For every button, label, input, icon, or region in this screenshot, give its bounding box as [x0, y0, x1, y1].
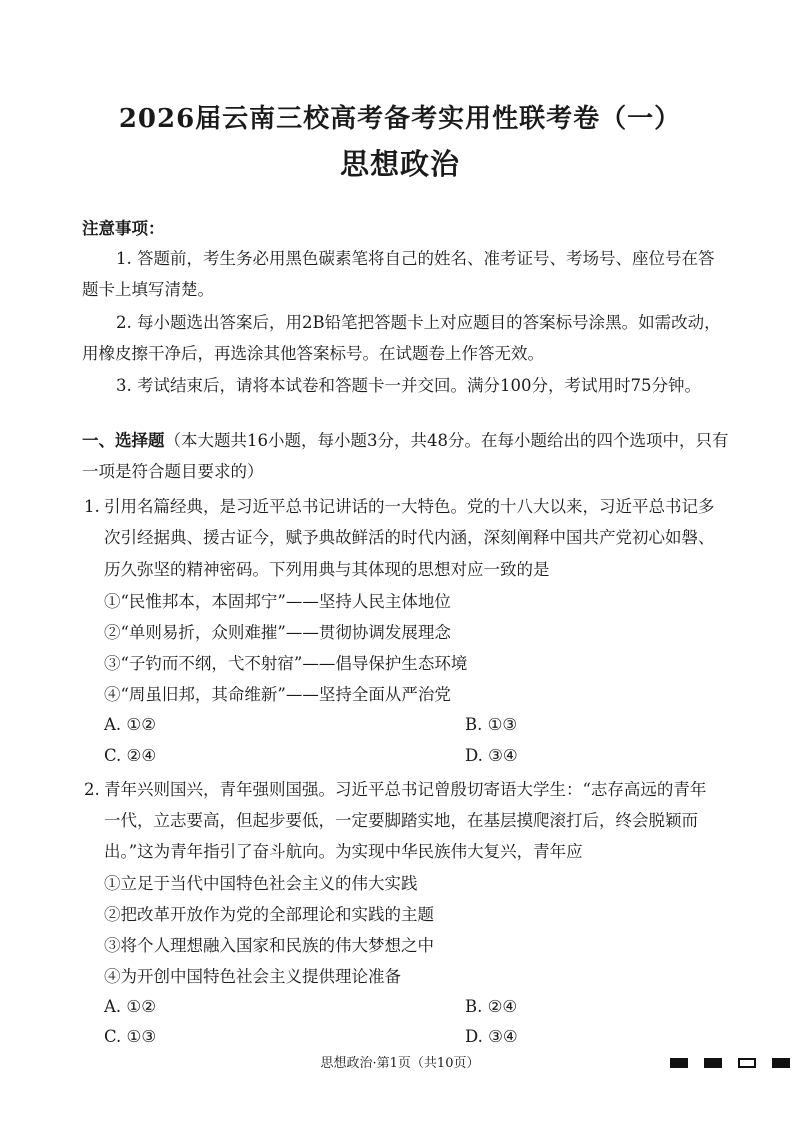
question-number: 2. [84, 780, 100, 799]
section-desc: 一项是符合题目要求的） [82, 462, 264, 481]
section-header [82, 430, 772, 452]
question-number: 1. [84, 497, 100, 516]
option-c: C. ①③ [104, 1027, 157, 1046]
question-stem-line: 一代，立志要高，但起步要低，一定要脚踏实地，在基层摸爬滚打后，终会脱颖而 [104, 811, 698, 830]
section-desc: （本大题共16小题，每小题3分，共48分。在每小题给出的四个选项中，只有 [164, 431, 729, 450]
option-a: A. ①② [104, 715, 156, 734]
question-item: ②“单则易折，众则难摧”——贯彻协调发展理念 [104, 623, 451, 642]
page-footer: 思想政治·第1页（共10页） [320, 1056, 480, 1071]
question-item: ④为开创中国特色社会主义提供理论准备 [104, 967, 401, 986]
question-stem-line: 青年兴则国兴，青年强则国强。习近平总书记曾殷切寄语大学生：“志存高远的青年 [104, 780, 707, 799]
scan-mark [704, 1058, 722, 1068]
exam-title: 2026届云南三校高考备考实用性联考卷（一） [118, 104, 682, 134]
subject-title: 思想政治 [339, 147, 460, 181]
question-item: ②把改革开放作为党的全部理论和实践的主题 [104, 905, 434, 924]
question-item: ④“周虽旧邦，其命维新”——坚持全面从严治党 [104, 685, 451, 704]
notice-line: 题卡上填写清楚。 [82, 280, 214, 299]
notice-line: 3. 考试结束后，请将本试卷和答题卡一并交回。满分100分，考试用时75分钟。 [116, 376, 701, 395]
question-stem-line: 引用名篇经典，是习近平总书记讲话的一大特色。党的十八大以来，习近平总书记多 [104, 497, 715, 516]
question-stem-line: 次引经据典、援古证今，赋予典故鲜活的时代内涵，深刻阐释中国共产党初心如磐、 [104, 528, 715, 547]
section-title: 一、选择题 [82, 431, 165, 450]
question-item: ①“民惟邦本，本固邦宁”——坚持人民主体地位 [104, 592, 451, 611]
notice-heading: 注意事项： [82, 219, 165, 238]
option-b: B. ②④ [465, 997, 518, 1016]
notice-line: 2. 每小题选出答案后，用2B铅笔把答题卡上对应题目的答案标号涂黑。如需改动， [116, 313, 721, 332]
option-a: A. ①② [104, 997, 156, 1016]
question-stem-line: 历久弥坚的精神密码。下列用典与其体现的思想对应一致的是 [104, 560, 550, 579]
scan-mark [772, 1058, 790, 1068]
option-b: B. ①③ [465, 715, 518, 734]
scan-marks [670, 1058, 790, 1070]
notice-line: 用橡皮擦干净后，再选涂其他答案标号。在试题卷上作答无效。 [82, 344, 544, 363]
question-stem-line: 出。”这为青年指引了奋斗航向。为实现中华民族伟大复兴，青年应 [104, 842, 583, 861]
question-item: ③“子钓而不纲，弋不射宿”——倡导保护生态环境 [104, 654, 468, 673]
scan-mark [738, 1058, 756, 1068]
question-item: ①立足于当代中国特色社会主义的伟大实践 [104, 874, 418, 893]
scan-mark [670, 1058, 688, 1068]
option-d: D. ③④ [465, 1027, 518, 1046]
question-item: ③将个人理想融入国家和民族的伟大梦想之中 [104, 936, 434, 955]
option-d: D. ③④ [465, 746, 518, 765]
notice-line: 1. 答题前，考生务必用黑色碳素笔将自己的姓名、准考证号、考场号、座位号在答 [116, 249, 715, 268]
option-c: C. ②④ [104, 746, 157, 765]
